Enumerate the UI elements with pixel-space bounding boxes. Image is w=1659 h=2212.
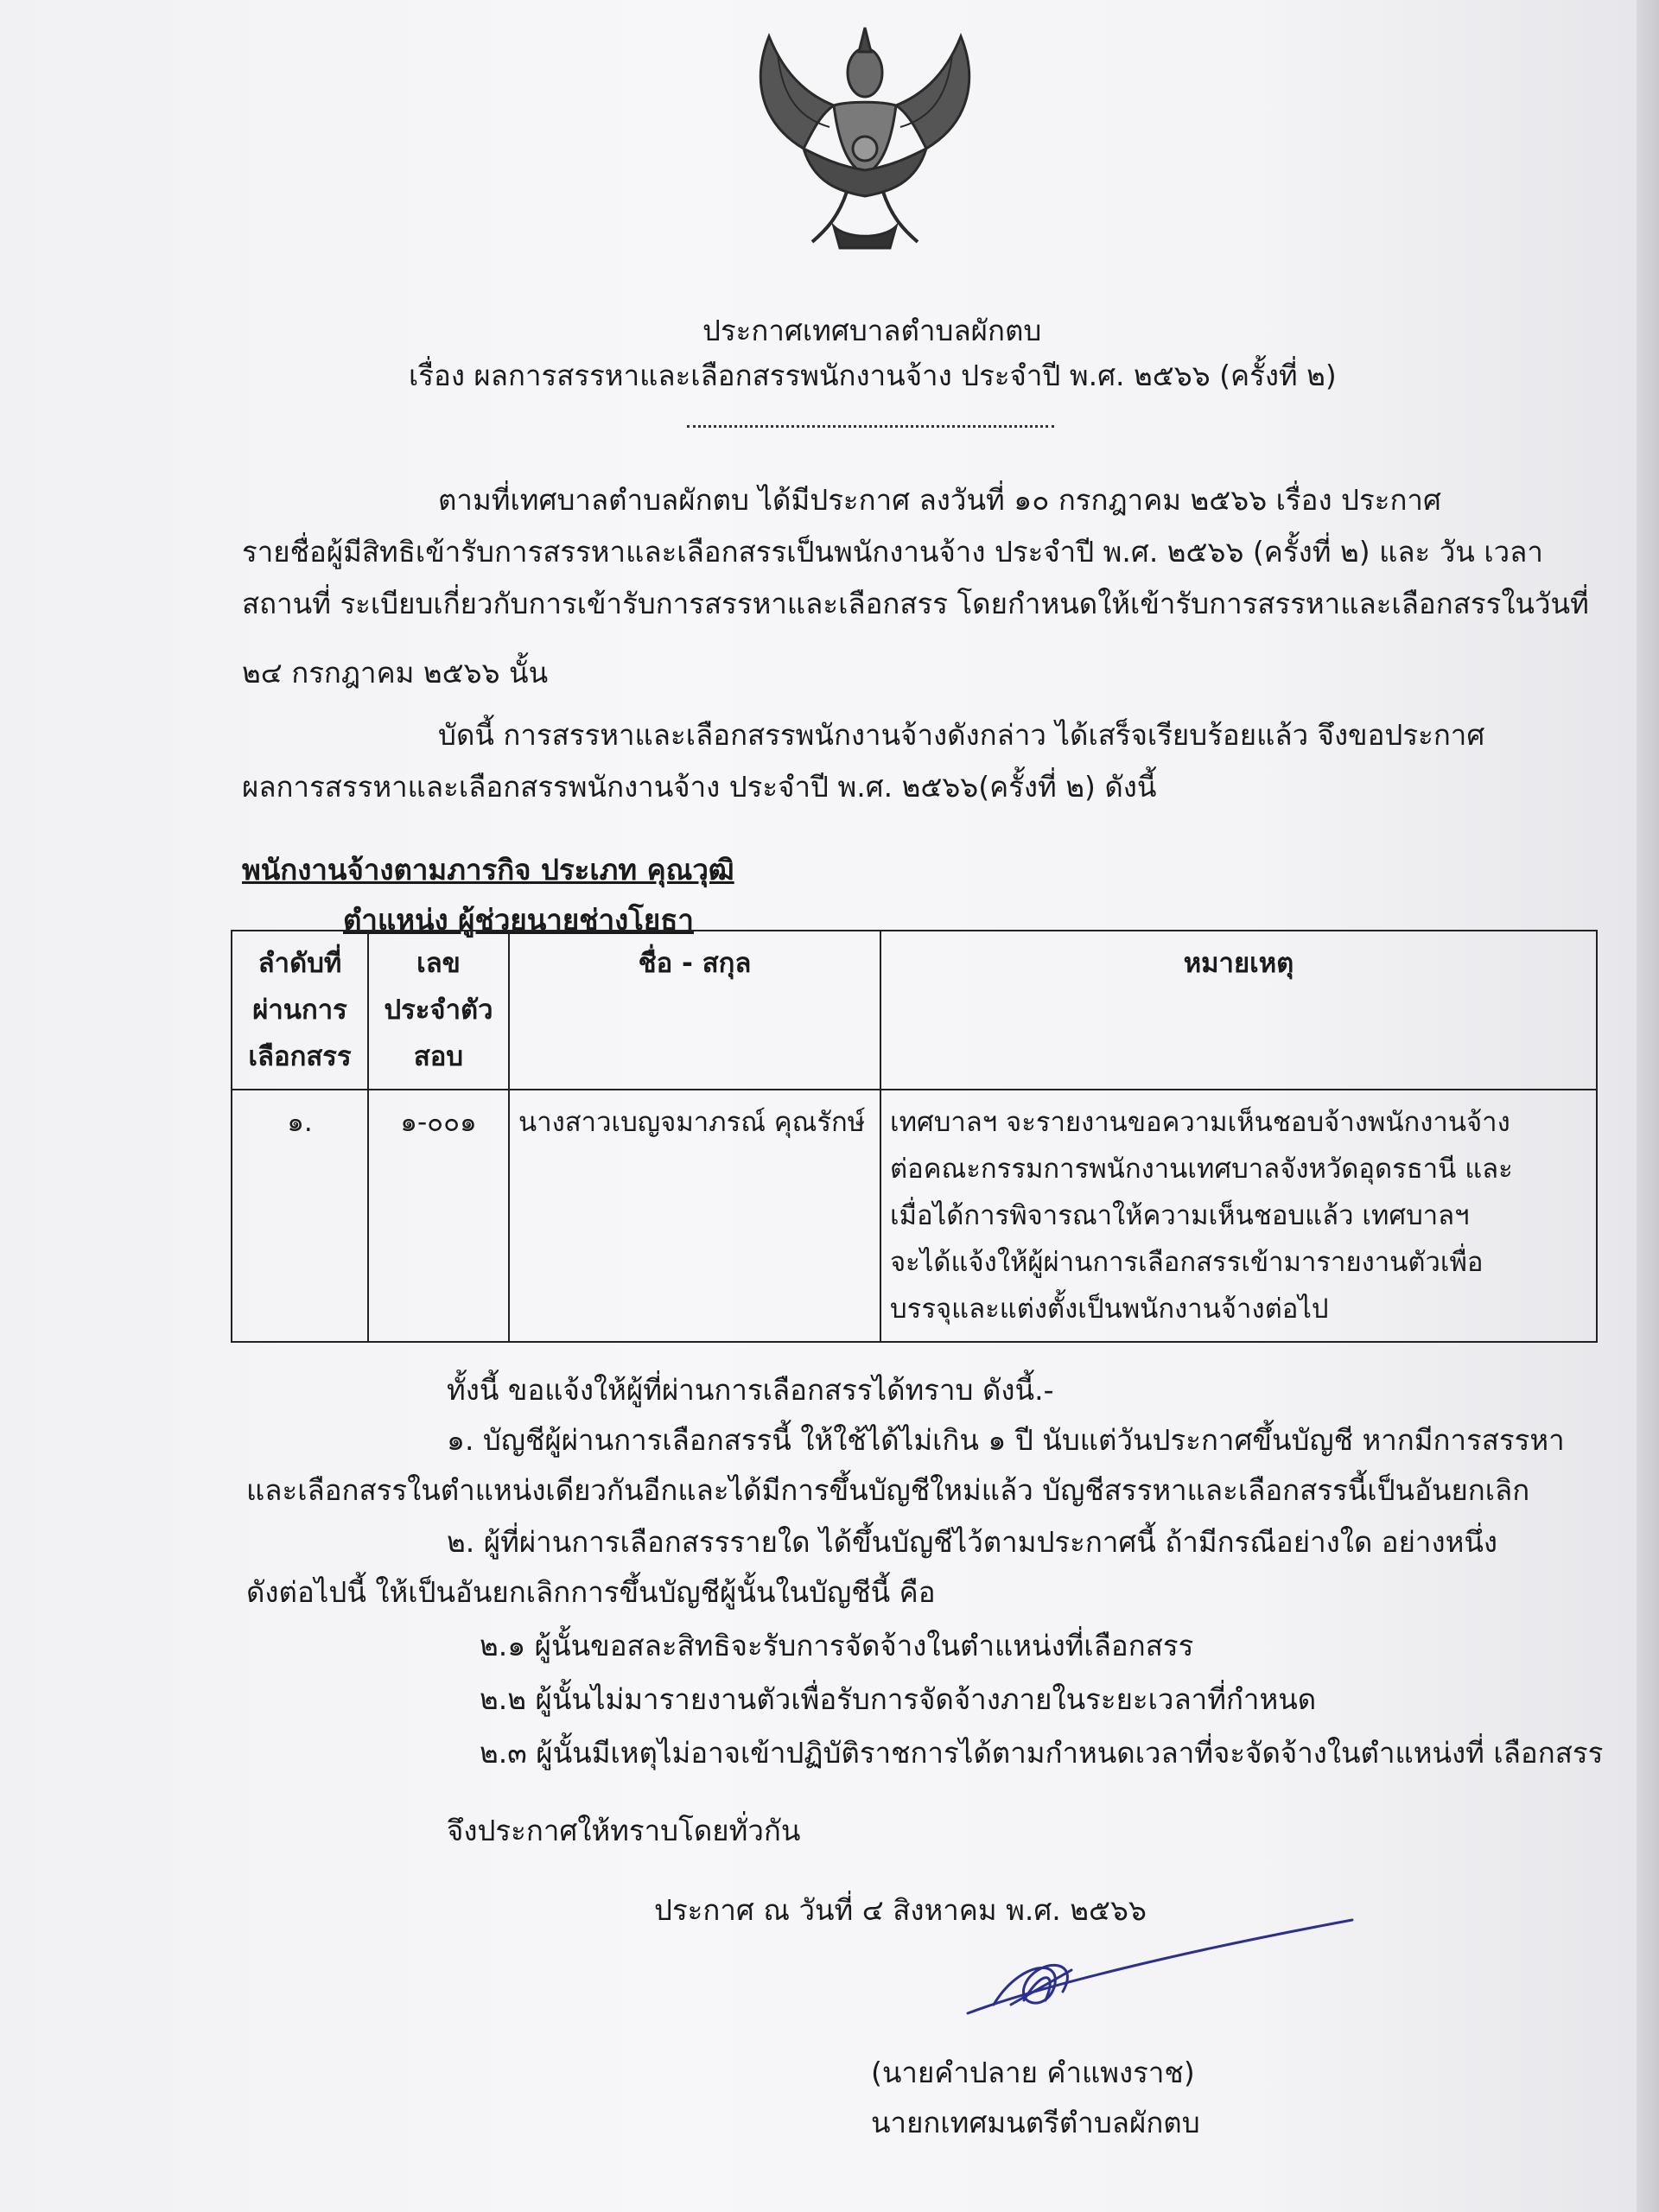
note-line-5: บรรจุและแต่งตั้งเป็นพนักงานจ้างต่อไป (890, 1294, 1329, 1325)
header-name: ชื่อ - สกุล (509, 931, 880, 1090)
header-note: หมายเหตุ (880, 931, 1597, 1090)
cell-note (880, 1090, 1597, 1342)
para2-line1: บัดนี้ การสรรหาและเลือกสรรพนักงานจ้างดังกล่าว ได้เสร็จเรียบร้อยแล้ว จึงขอประกาศ (438, 718, 1485, 752)
term2-1: ๒.๑ ผู้นั้นขอสละสิทธิจะรับการจัดจ้างในตำแหน่งที่เลือกสรร (480, 1629, 1194, 1662)
term2-line2: ดังต่อไปนี้ ให้เป็นอันยกเลิกการขึ้นบัญชีผู้นั้นในบัญชีนี้ คือ (246, 1575, 936, 1609)
term2-line1: ๒. ผู้ที่ผ่านการเลือกสรรรายใด ได้ขึ้นบัญชีไว้ตามประกาศนี้ ถ้ามีกรณีอย่างใด อย่างหนึ่ง (447, 1525, 1497, 1559)
table-header-row (232, 931, 1597, 1090)
para1-line3: สถานที่ ระเบียบเกี่ยวกับการเข้ารับการสรรหาและเลือกสรร โดยกำหนดให้เข้ารับการสรรหาและเลือกสรรในวันที่ (242, 587, 1589, 620)
header-exam-id: เลข ประจำตัว สอบ (368, 931, 509, 1090)
term1-line2: และเลือกสรรในตำแหน่งเดียวกันอีกและได้มีการขึ้นบัญชีใหม่แล้ว บัญชีสรรหาและเลือกสรรนี้เป็นอันยกเลิก (246, 1473, 1530, 1507)
term2-2: ๒.๒ ผู้นั้นไม่มารายงานตัวเพื่อรับการจัดจ้างภายในระยะเวลาที่กำหนด (480, 1682, 1317, 1716)
para1-line2: รายชื่อผู้มีสิทธิเข้ารับการสรรหาและเลือกสรรเป็นพนักงานจ้าง ประจำปี พ.ศ. ๒๕๖๖ (ครั้งที่ ๒) และ วัน เวลา (242, 535, 1543, 569)
announcement-date: ประกาศ ณ วันที่ ๔ สิงหาคม พ.ศ. ๒๕๖๖ (654, 1893, 1147, 1927)
terms-intro: ทั้งนี้ ขอแจ้งให้ผู้ที่ผ่านการเลือกสรรได้ทราบ ดังนี้.- (447, 1373, 1054, 1407)
header-order: ลำดับที่ ผ่านการ เลือกสรร (232, 931, 368, 1090)
issuer-title: ประกาศเทศบาลตำบลผักตบ (702, 314, 1042, 347)
title-dotted-divider (687, 425, 1054, 428)
note-line-2: ต่อคณะกรรมการพนักงานเทศบาลจังหวัดอุดรธานี และ (890, 1154, 1513, 1185)
term1-line1: ๑. บัญชีผู้ผ่านการเลือกสรรนี้ ให้ใช้ได้ไม่เกิน ๑ ปี นับแต่วันประกาศขึ้นบัญชี หากมีการสรรหา (447, 1423, 1565, 1457)
cell-order: ๑. (232, 1090, 368, 1342)
signer-title: นายกเทศมนตรีตำบลผักตบ (871, 2106, 1200, 2139)
signature-icon (959, 1918, 1357, 2022)
note-line-1: เทศบาลฯ จะรายงานขอความเห็นชอบจ้างพนักงานจ้าง (890, 1107, 1510, 1138)
cell-exam-id: ๑-๐๐๑ (368, 1090, 509, 1342)
employee-category: พนักงานจ้างตามภารกิจ ประเภท คุณวุฒิ (242, 853, 734, 887)
position-title: ตำแหน่ง ผู้ช่วยนายช่างโยธา (343, 903, 694, 937)
note-line-4: จะได้แจ้งให้ผู้ผ่านการเลือกสรรเข้ามารายงานตัวเพื่อ (890, 1247, 1484, 1278)
signer-name: (นายคำปลาย คำแพงราช) (871, 2056, 1195, 2089)
cell-name: นางสาวเบญจมาภรณ์ คุณรักษ์ (509, 1090, 880, 1342)
closing-statement: จึงประกาศให้ทราบโดยทั่วกัน (447, 1814, 801, 1847)
page-edge (1637, 0, 1659, 2212)
para2-line2: ผลการสรรหาและเลือกสรรพนักงานจ้าง ประจำปี พ.ศ. ๒๕๖๖(ครั้งที่ ๒) ดังนี้ (242, 770, 1157, 804)
subject-line: เรื่อง ผลการสรรหาและเลือกสรรพนักงานจ้าง ประจำปี พ.ศ. ๒๕๖๖ (ครั้งที่ ๒) (409, 359, 1337, 392)
garuda-emblem-icon (752, 19, 978, 257)
para1-line4: ๒๔ กรกฎาคม ๒๕๖๖ นั้น (242, 656, 549, 690)
table-row (232, 1090, 1597, 1342)
para1-line1: ตามที่เทศบาลตำบลผักตบ ได้มีประกาศ ลงวันที่ ๑๐ กรกฎาคม ๒๕๖๖ เรื่อง ประกาศ (438, 483, 1441, 517)
note-line-3: เมื่อได้การพิจารณาให้ความเห็นชอบแล้ว เทศบาลฯ (890, 1200, 1470, 1231)
results-table (231, 930, 1598, 1343)
term2-3: ๒.๓ ผู้นั้นมีเหตุไม่อาจเข้าปฏิบัติราชการได้ตามกำหนดเวลาที่จะจัดจ้างในตำแหน่งที่ เลือกสรร (480, 1736, 1604, 1770)
